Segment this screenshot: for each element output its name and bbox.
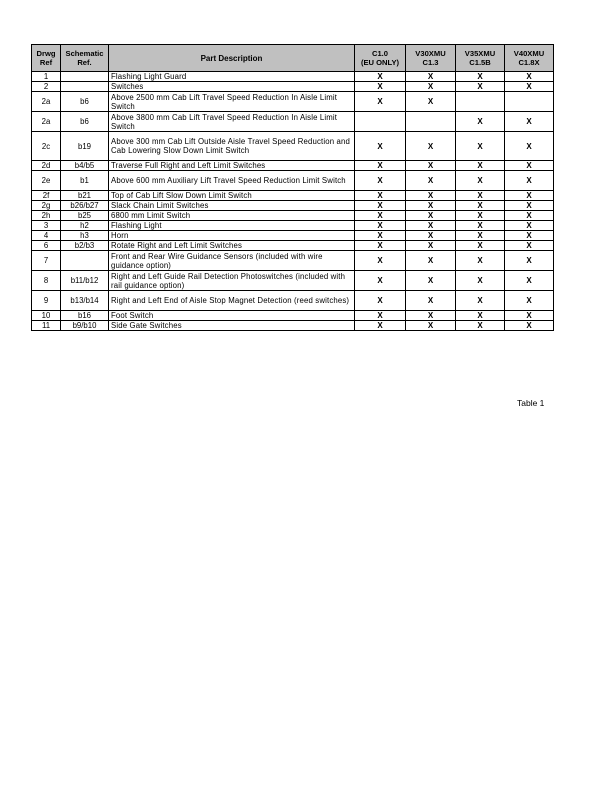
header-part-description: Part Description <box>109 45 355 72</box>
model-c10-cell: X <box>355 241 406 251</box>
model-v35-cell: X <box>456 291 505 311</box>
header-model-c10 <box>355 45 406 72</box>
model-c10-cell <box>355 112 406 132</box>
model-c10-cell: X <box>355 161 406 171</box>
model-v35-cell: X <box>456 251 505 271</box>
table-row <box>32 132 554 161</box>
table-row <box>32 251 554 271</box>
drwg-ref-cell: 2g <box>32 201 61 211</box>
schematic-ref-cell: b21 <box>61 191 109 201</box>
table-row <box>32 241 554 251</box>
schematic-ref-cell: b16 <box>61 311 109 321</box>
header-model-v40-line2: C1.8X <box>518 58 540 67</box>
header-drwg-ref <box>32 45 61 72</box>
header-model-c10-line2: (EU ONLY) <box>360 58 400 67</box>
model-v40-cell: X <box>505 241 554 251</box>
schematic-ref-cell: h3 <box>61 231 109 241</box>
model-v40-cell: X <box>505 72 554 82</box>
part-description-cell: Right and Left End of Aisle Stop Magnet Detection (reed switches) <box>109 291 355 311</box>
model-c10-cell: X <box>355 231 406 241</box>
parts-table <box>31 44 554 331</box>
model-v35-cell: X <box>456 321 505 331</box>
model-v35-cell: X <box>456 271 505 291</box>
model-v30-cell: X <box>406 82 456 92</box>
model-v35-cell: X <box>456 231 505 241</box>
part-description-cell: Flashing Light <box>109 221 355 231</box>
drwg-ref-cell: 2f <box>32 191 61 201</box>
model-v35-cell: X <box>456 241 505 251</box>
drwg-ref-cell: 11 <box>32 321 61 331</box>
model-v40-cell: X <box>505 221 554 231</box>
model-v40-cell: X <box>505 271 554 291</box>
model-v35-cell: X <box>456 72 505 82</box>
table-row <box>32 321 554 331</box>
model-c10-cell: X <box>355 321 406 331</box>
model-v35-cell: X <box>456 161 505 171</box>
model-v30-cell: X <box>406 231 456 241</box>
schematic-ref-cell: b26/b27 <box>61 201 109 211</box>
model-v35-cell <box>456 92 505 112</box>
drwg-ref-cell: 2a <box>32 92 61 112</box>
model-c10-cell: X <box>355 221 406 231</box>
model-v40-cell: X <box>505 112 554 132</box>
schematic-ref-cell: b19 <box>61 132 109 161</box>
table-row <box>32 211 554 221</box>
table-row <box>32 82 554 92</box>
schematic-ref-cell <box>61 72 109 82</box>
part-description-cell: Horn <box>109 231 355 241</box>
drwg-ref-cell: 2d <box>32 161 61 171</box>
schematic-ref-cell: b1 <box>61 171 109 191</box>
part-description-cell: Rotate Right and Left Limit Switches <box>109 241 355 251</box>
model-v30-cell: X <box>406 191 456 201</box>
model-v30-cell: X <box>406 251 456 271</box>
header-model-v30-line1: V30XMU <box>415 49 446 58</box>
model-v40-cell: X <box>505 191 554 201</box>
header-schematic-ref-line2: Ref. <box>77 58 92 67</box>
schematic-ref-cell: b2/b3 <box>61 241 109 251</box>
drwg-ref-cell: 8 <box>32 271 61 291</box>
model-c10-cell: X <box>355 291 406 311</box>
table-row <box>32 201 554 211</box>
schematic-ref-cell: b25 <box>61 211 109 221</box>
model-v30-cell: X <box>406 161 456 171</box>
model-c10-cell: X <box>355 132 406 161</box>
drwg-ref-cell: 2a <box>32 112 61 132</box>
drwg-ref-cell: 4 <box>32 231 61 241</box>
table-header-row <box>32 45 554 72</box>
model-c10-cell: X <box>355 191 406 201</box>
table-row <box>32 191 554 201</box>
header-schematic-ref-line1: Schematic <box>65 49 104 58</box>
model-v30-cell: X <box>406 201 456 211</box>
part-description-cell: Right and Left Guide Rail Detection Photoswitches (included with rail guidance option) <box>109 271 355 291</box>
part-description-cell: Above 3800 mm Cab Lift Travel Speed Reduction In Aisle Limit Switch <box>109 112 355 132</box>
schematic-ref-cell: h2 <box>61 221 109 231</box>
table-row <box>32 271 554 291</box>
model-v30-cell: X <box>406 132 456 161</box>
model-v40-cell <box>505 92 554 112</box>
schematic-ref-cell: b6 <box>61 112 109 132</box>
model-v35-cell: X <box>456 171 505 191</box>
model-v30-cell: X <box>406 211 456 221</box>
model-c10-cell: X <box>355 82 406 92</box>
part-description-cell: Traverse Full Right and Left Limit Switches <box>109 161 355 171</box>
header-model-c10-line1: C1.0 <box>371 49 389 58</box>
model-v30-cell: X <box>406 171 456 191</box>
model-c10-cell: X <box>355 72 406 82</box>
model-v40-cell: X <box>505 211 554 221</box>
header-model-v30 <box>406 45 456 72</box>
model-v35-cell: X <box>456 311 505 321</box>
part-description-cell: Side Gate Switches <box>109 321 355 331</box>
drwg-ref-cell: 9 <box>32 291 61 311</box>
drwg-ref-cell: 3 <box>32 221 61 231</box>
drwg-ref-cell: 7 <box>32 251 61 271</box>
part-description-cell: Switches <box>109 82 355 92</box>
drwg-ref-cell: 2 <box>32 82 61 92</box>
model-c10-cell: X <box>355 211 406 221</box>
header-model-v35 <box>456 45 505 72</box>
table-row <box>32 311 554 321</box>
header-drwg-ref-line1: Drwg <box>36 49 56 58</box>
model-v30-cell <box>406 112 456 132</box>
schematic-ref-cell: b6 <box>61 92 109 112</box>
model-c10-cell: X <box>355 311 406 321</box>
model-c10-cell: X <box>355 251 406 271</box>
model-v35-cell: X <box>456 191 505 201</box>
model-v35-cell: X <box>456 221 505 231</box>
model-c10-cell: X <box>355 201 406 211</box>
model-v40-cell: X <box>505 291 554 311</box>
drwg-ref-cell: 6 <box>32 241 61 251</box>
schematic-ref-cell: b11/b12 <box>61 271 109 291</box>
part-description-cell: Above 2500 mm Cab Lift Travel Speed Reduction In Aisle Limit Switch <box>109 92 355 112</box>
table-row <box>32 291 554 311</box>
table-row <box>32 231 554 241</box>
model-v30-cell: X <box>406 291 456 311</box>
part-description-cell: Above 600 mm Auxiliary Lift Travel Speed Reduction Limit Switch <box>109 171 355 191</box>
model-v40-cell: X <box>505 201 554 211</box>
model-v30-cell: X <box>406 321 456 331</box>
model-v35-cell: X <box>456 201 505 211</box>
part-description-cell: Top of Cab Lift Slow Down Limit Switch <box>109 191 355 201</box>
model-v35-cell: X <box>456 112 505 132</box>
drwg-ref-cell: 2c <box>32 132 61 161</box>
model-v30-cell: X <box>406 311 456 321</box>
table-row <box>32 161 554 171</box>
header-model-v40 <box>505 45 554 72</box>
table-caption: Table 1 <box>517 398 545 408</box>
model-v40-cell: X <box>505 82 554 92</box>
header-model-v30-line2: C1.3 <box>422 58 439 67</box>
table-row <box>32 112 554 132</box>
part-description-cell: Flashing Light Guard <box>109 72 355 82</box>
part-description-cell: Slack Chain Limit Switches <box>109 201 355 211</box>
model-v40-cell: X <box>505 311 554 321</box>
model-v40-cell: X <box>505 132 554 161</box>
table-row <box>32 171 554 191</box>
header-schematic-ref <box>61 45 109 72</box>
model-v35-cell: X <box>456 132 505 161</box>
model-v30-cell: X <box>406 271 456 291</box>
part-description-cell: Foot Switch <box>109 311 355 321</box>
model-v30-cell: X <box>406 241 456 251</box>
part-description-cell: 6800 mm Limit Switch <box>109 211 355 221</box>
schematic-ref-cell <box>61 82 109 92</box>
model-v40-cell: X <box>505 251 554 271</box>
schematic-ref-cell <box>61 251 109 271</box>
header-model-v35-line1: V35XMU <box>464 49 496 58</box>
model-v40-cell: X <box>505 231 554 241</box>
drwg-ref-cell: 1 <box>32 72 61 82</box>
model-v30-cell: X <box>406 72 456 82</box>
table-row <box>32 72 554 82</box>
schematic-ref-cell: b4/b5 <box>61 161 109 171</box>
header-drwg-ref-line2: Ref <box>39 58 53 67</box>
model-c10-cell: X <box>355 171 406 191</box>
schematic-ref-cell: b9/b10 <box>61 321 109 331</box>
model-v40-cell: X <box>505 321 554 331</box>
model-v40-cell: X <box>505 171 554 191</box>
schematic-ref-cell: b13/b14 <box>61 291 109 311</box>
model-c10-cell: X <box>355 92 406 112</box>
model-v35-cell: X <box>456 211 505 221</box>
model-c10-cell: X <box>355 271 406 291</box>
drwg-ref-cell: 10 <box>32 311 61 321</box>
model-v35-cell: X <box>456 82 505 92</box>
header-model-v35-line2: C1.5B <box>469 58 491 67</box>
drwg-ref-cell: 2e <box>32 171 61 191</box>
table-row <box>32 92 554 112</box>
drwg-ref-cell: 2h <box>32 211 61 221</box>
part-description-cell: Front and Rear Wire Guidance Sensors (included with wire guidance option) <box>109 251 355 271</box>
table-row <box>32 221 554 231</box>
model-v30-cell: X <box>406 92 456 112</box>
part-description-cell: Above 300 mm Cab Lift Outside Aisle Travel Speed Reduction and Cab Lowering Slow Down Limit Switch <box>109 132 355 161</box>
header-model-v40-line1: V40XMU <box>513 49 545 58</box>
model-v30-cell: X <box>406 221 456 231</box>
model-v40-cell: X <box>505 161 554 171</box>
